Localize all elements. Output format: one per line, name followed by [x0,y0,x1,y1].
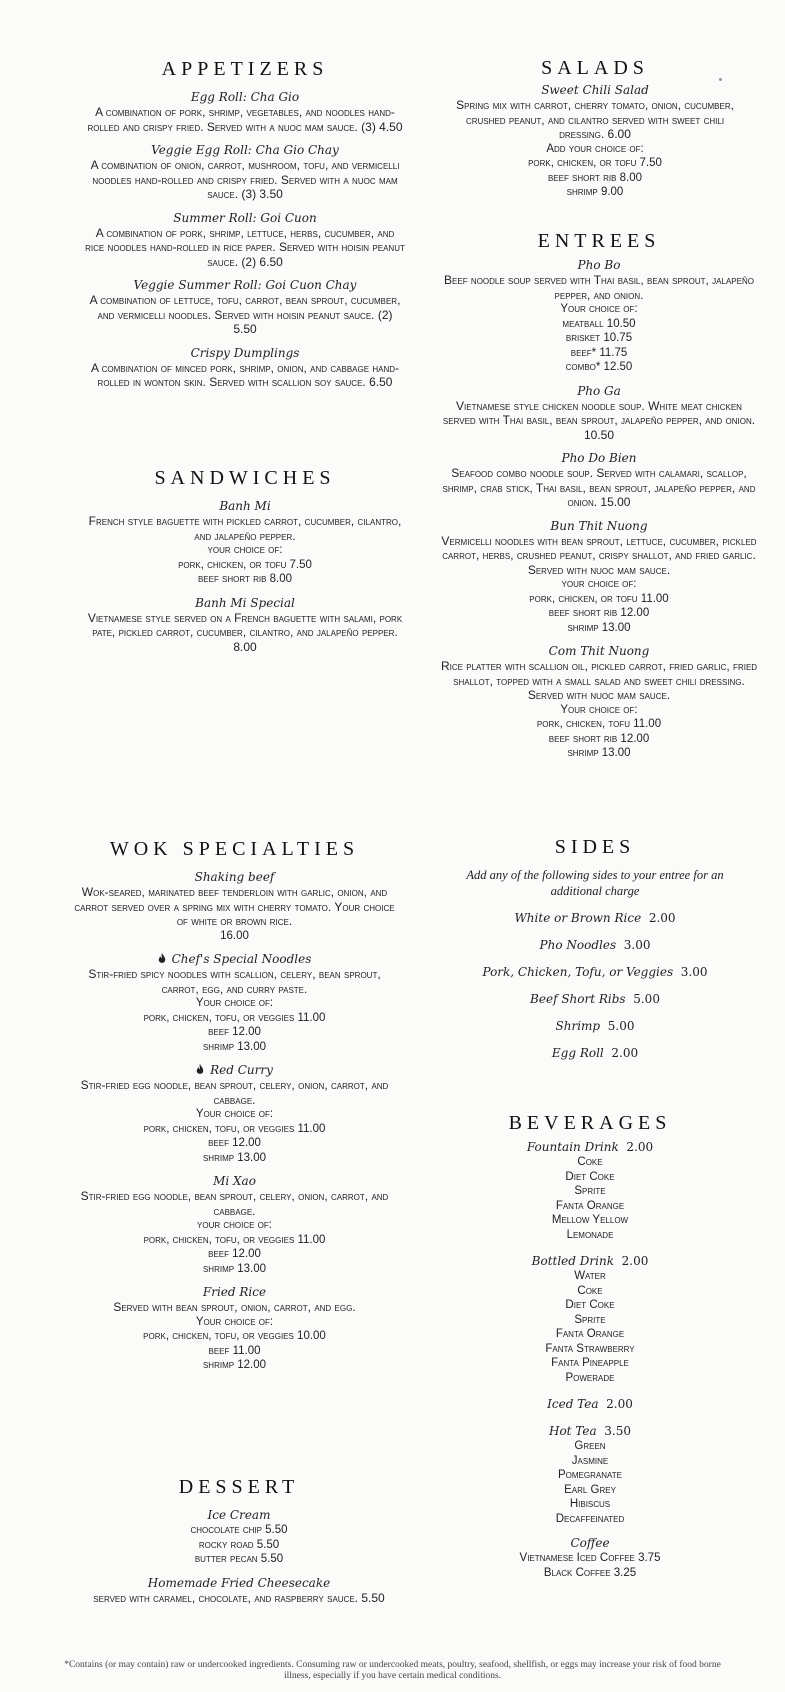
item-name-row [470,1254,710,1269]
choice-line: your choice of: [197,1219,272,1231]
menu-item [85,1508,393,1567]
price-line: butter pecan 5.50 [194,1553,284,1565]
item-desc: Wok-seared, marinated beef tenderloin with garlic, onion, and carrot served over a spring mix with cherry tomato. Your choice of white or brown rice. [74,885,395,928]
sides-section [440,836,750,1061]
price-line: pork, chicken, or tofu 7.50 [528,157,662,169]
menu-item [85,499,405,587]
item-price: 2.00 [621,1254,649,1268]
section-title: APPETIZERS [161,58,329,80]
item-name-row [470,1397,710,1412]
menu-item [470,1254,710,1385]
item-name: Fountain Drink [526,1140,619,1154]
choice-line: your choice of: [561,578,637,590]
item-name: Pho Bo [577,258,621,272]
side-price: 2.00 [611,1046,639,1060]
price-line: shrimp 12.00 [202,1359,267,1371]
item-name: Red Curry [210,1063,273,1077]
drink-line: Sprite [574,1185,606,1197]
drink-line: Fanta Orange [555,1199,625,1212]
price-line: combo* 12.50 [565,361,633,373]
item-name: Veggie Summer Roll: Goi Cuon Chay [133,278,357,292]
menu-item [85,596,405,655]
menu-item [440,258,758,375]
drink-line: Pomegranate [558,1469,622,1481]
choice-line: Add your choice of: [546,142,644,155]
item-desc: A combination of lettuce, tofu, carrot, bean sprout, cucumber, and vermicelli noodles. Served with hoisin peanut sauce. (2) 5.50 [89,293,401,336]
menu-item [440,519,758,636]
side-name: Pho Noodles [539,938,617,952]
item-name: Sweet Chili Salad [541,83,649,97]
price-line: meatball 10.50 [562,317,636,330]
item-desc: Vermicelli noodles with bean sprout, lettuce, cucumber, pickled carrot, herbs, crushed peanut, crispy shallot, and fried garlic. Served with nuoc mam sauce. [441,533,757,577]
price-line: beef 11.00 [208,1344,261,1357]
item-name: Hot Tea [548,1424,597,1438]
item-price: 3.50 [604,1424,631,1438]
drink-line: Fanta Orange [555,1328,625,1340]
dessert-section [85,1476,393,1605]
item-name: Chef's Special Noodles [171,952,312,966]
sandwiches-section [85,467,405,654]
beverages-section [470,1112,710,1580]
menu-item [440,384,758,443]
drink-line: Decaffeinated [555,1512,625,1525]
price-line: pork, chicken, or tofu 7.50 [178,558,312,571]
item-name-row [470,1424,710,1439]
drink-line: Coke [577,1284,603,1297]
item-name: Coffee [570,1536,610,1550]
menu-item [470,1424,710,1526]
item-name: Veggie Egg Roll: Cha Gio Chay [151,143,339,157]
choice-line: Your choice of: [560,703,638,716]
sides-note: Add any of the following sides to your entree for an additional charge [466,868,724,898]
price-line: pork, chicken, tofu, or veggies 11.00 [143,1011,326,1024]
item-desc: A combination of minced pork, shrimp, onion, and cabbage hand-rolled in wonton skin. Served with scallion soy sauce. 6.50 [90,360,400,389]
menu-item [72,1063,397,1165]
item-name-row [72,952,397,967]
side-item [440,1046,750,1061]
section-title: DESSERT [178,1476,300,1498]
price-line: shrimp 13.00 [567,621,631,634]
item-desc: Stir-fried egg noodle, bean sprout, celery, onion, carrot, and cabbage. [80,1189,389,1218]
item-desc: Seafood combo noodle soup. Served with calamari, scallop, shrimp, crab stick, Thai basil, bean sprout, jalapeño pepper, and onion. 15.00 [442,466,756,509]
item-name: Iced Tea [547,1397,599,1411]
side-name: Egg Roll [551,1046,604,1060]
side-item [440,911,750,926]
menu-item [72,952,397,1054]
side-price: 3.00 [623,938,651,952]
drink-line: Earl Grey [564,1483,616,1496]
menu-item [85,90,405,134]
item-name-row [72,1063,397,1078]
item-desc: Spring mix with carrot, cherry tomato, onion, cucumber, crushed peanut, and cilantro served with sweet chili dressing. 6.00 [456,98,734,141]
item-name: Pho Ga [577,383,621,398]
price-line: beef short rib 12.00 [548,732,650,745]
item-name: Banh Mi [219,499,271,513]
item-name: Bun Thit Nuong [550,518,648,533]
item-desc: Served with bean sprout, onion, carrot, and egg. [113,1300,356,1314]
price-line: pork, chicken, tofu 11.00 [536,718,662,730]
section-title: SIDES [554,836,636,858]
menu-item [85,278,405,337]
appetizers-section [85,58,405,390]
section-title: ENTREES [537,230,661,252]
menu-item [470,1397,710,1412]
price-line: beef short rib 12.00 [548,607,650,619]
item-desc: A combination of pork, shrimp, lettuce, herbs, cucumber, and rice noodles hand-rolled in rice paper. Served with hoisin peanut sauce. (2) 6.50 [85,225,405,269]
price-line: shrimp 13.00 [202,1151,267,1164]
item-desc: Stir-fried egg noodle, bean sprout, celery, onion, carrot, and cabbage. [80,1078,389,1107]
price-line: shrimp 13.00 [202,1262,267,1275]
menu-item [85,211,405,270]
menu-item [440,644,758,761]
choice-line: Your choice of: [195,1108,274,1120]
side-price: 5.00 [633,992,660,1006]
wok-section [72,838,397,1373]
side-item [440,965,750,980]
item-price: 2.00 [626,1140,654,1154]
side-price: 2.00 [648,911,676,925]
drink-line: Fanta Pineapple [551,1357,629,1369]
item-name: Homemade Fried Cheesecake [147,1575,331,1590]
price-line: pork, chicken, tofu, or veggies 11.00 [143,1122,326,1135]
drink-line: Vietnamese Iced Coffee 3.75 [519,1552,661,1564]
footer-disclaimer: *Contains (or may contain) raw or undercooked ingredients. Consuming raw or undercooked meats, poultry, seafood, shellfish, or eggs may increase your risk of food borne illness, especially if you have certain medical conditions. [64,1660,721,1681]
price-line: beef short rib 8.00 [197,573,293,585]
side-item [440,938,750,953]
menu-item [72,1174,397,1276]
price-line: beef 12.00 [208,1026,261,1038]
item-name: Banh Mi Special [195,595,295,610]
price-line: 16.00 [220,929,249,942]
item-desc: Beef noodle soup served with Thai basil, bean sprout, jalapeño pepper, and onion. [444,273,754,302]
item-desc: Vietnamese style served on a French baguette with salami, pork pate, pickled carrot, cucumber, cilantro, and jalapeño pepper. 8.00 [87,610,403,654]
menu-item [445,83,745,200]
item-name: Summer Roll: Goi Cuon [173,210,317,225]
item-name: Egg Roll: Cha Gio [190,90,300,104]
item-desc: A combination of pork, shrimp, vegetables, and noodles hand-rolled and crispy fried. Served with a nuoc mam sauce. (3) 4.50 [87,105,403,134]
drink-line: Green [574,1440,606,1452]
price-line: beef 12.00 [208,1248,261,1260]
drink-line: Water [574,1270,606,1282]
section-title: WOK SPECIALTIES [109,838,360,860]
item-desc: served with caramel, chocolate, and raspberry sauce. 5.50 [93,1590,385,1605]
price-line: pork, chicken, or tofu 11.00 [529,592,669,605]
price-line: beef* 11.75 [570,346,628,359]
section-title: SANDWICHES [154,467,336,489]
item-name: Mi Xao [213,1174,256,1188]
choice-line: Your choice of: [195,1315,274,1328]
price-line: beef short rib 8.00 [547,171,643,184]
side-item [440,992,750,1007]
side-name: Beef Short Ribs [530,992,626,1006]
side-price: 3.00 [680,965,708,979]
side-price: 5.00 [607,1019,635,1033]
price-line: brisket 10.75 [565,332,633,344]
drink-line: Coke [577,1156,603,1168]
menu-item [85,1576,393,1606]
drink-line: Jasmine [571,1454,609,1467]
drink-line: Sprite [574,1313,606,1326]
side-name: White or Brown Rice [514,911,642,925]
menu-item [85,143,405,202]
menu-item [470,1536,710,1580]
choice-line: your choice of: [207,544,283,556]
drink-line: Mellow Yellow [551,1214,629,1226]
item-name: Pho Do Bien [561,451,637,465]
item-desc: Rice platter with scallion oil, pickled carrot, fried garlic, fried shallot, topped with a small salad and sweet chili dressing. Served with nuoc mam sauce. [440,659,758,702]
flame-icon [158,953,166,964]
price-line: pork, chicken, tofu, or veggies 10.00 [143,1330,326,1342]
choice-line: Your choice of: [560,303,638,315]
item-desc: Vietnamese style chicken noodle soup. White meat chicken served with Thai basil, bean sprout, jalapeño pepper, and onion. 10.50 [442,398,756,442]
item-price: 2.00 [606,1397,633,1411]
price-line: rocky road 5.50 [198,1538,280,1551]
drink-line: Lemonade [566,1228,614,1241]
item-name: Shaking beef [194,870,275,884]
side-name: Shrimp [555,1019,601,1033]
price-line: shrimp 9.00 [566,186,624,198]
drink-line: Fanta Strawberry [545,1342,635,1355]
item-name: Ice Cream [207,1508,271,1522]
drink-line: Powerade [565,1371,615,1384]
menu-item [440,451,758,510]
item-desc: French style baguette with pickled carrot, cucumber, cilantro, and jalapeño pepper. [88,514,402,543]
menu-item [470,1140,710,1242]
price-line: beef 12.00 [208,1137,261,1149]
side-name: Pork, Chicken, Tofu, or Veggies [482,965,674,979]
price-line: pork, chicken, tofu, or veggies 11.00 [143,1233,326,1246]
entrees-section [440,230,758,761]
section-title: SALADS [541,57,649,79]
item-name: Crispy Dumplings [190,345,300,360]
drink-line: Hibiscus [569,1498,611,1510]
item-name: Com Thit Nuong [548,644,650,658]
drink-line: Diet Coke [565,1170,615,1183]
drink-line: Diet Coke [565,1299,615,1311]
menu-item [72,870,397,943]
menu-item [72,1285,397,1373]
price-line: shrimp 13.00 [567,747,631,759]
price-line: chocolate chip 5.50 [190,1524,288,1536]
choice-line: Your choice of: [195,997,274,1009]
menu-item [85,346,405,390]
section-title: BEVERAGES [508,1112,672,1134]
flame-icon [196,1064,204,1075]
item-name-row [470,1140,710,1155]
item-name: Fried Rice [202,1285,267,1299]
drink-line: Black Coffee 3.25 [543,1566,637,1579]
item-desc: A combination of onion, carrot, mushroom, tofu, and vermicelli noodles hand-rolled and crispy fried. Served with a nuoc mam sauce. (3) 3.50 [90,158,400,201]
item-name: Bottled Drink [531,1254,614,1268]
salads-section [445,57,745,200]
price-line: shrimp 13.00 [202,1040,267,1053]
side-item [440,1019,750,1034]
item-desc: Stir-fried spicy noodles with scallion, celery, bean sprout, carrot, egg, and curry paste. [88,967,381,996]
